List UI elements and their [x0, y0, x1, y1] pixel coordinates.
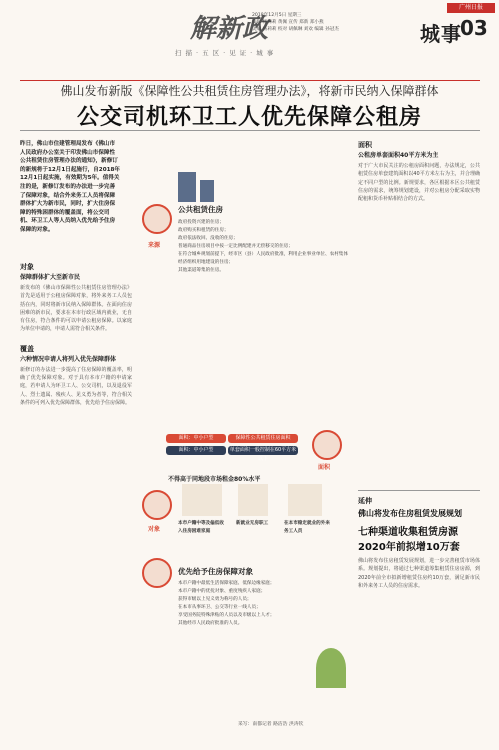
rent-limit: 不得高于同地段市场租金80%水平	[168, 476, 261, 483]
editors-line-2: 美编 杨莉莉 校对 胡佩琳 刘欢 编辑 孙冠杰	[252, 27, 339, 32]
area-bar: 面积：中小户型	[166, 446, 226, 455]
source-label: 来源	[148, 242, 161, 249]
section-head: 保障群体扩大至新市民	[20, 274, 81, 281]
section-kicker: 面积	[358, 141, 372, 149]
section-subhead: 佛山将发布住房租赁发展规划	[358, 509, 462, 518]
list-item: 在本市从事环卫、公交等行业一线人员；	[178, 605, 261, 610]
list-item: 本市户籍中的优抚对象、重度残疾人家庭；	[178, 589, 266, 594]
area-bar: 面积：中小户型	[166, 434, 226, 443]
target-item: 本市户籍中等及偏低收入住房困难家庭	[178, 521, 224, 534]
column-divider	[358, 490, 480, 491]
area-bar: 保障性公共租赁住房面积	[228, 434, 298, 443]
list-item: 其他经市人民政府批准的人员。	[178, 621, 243, 626]
section-body: 对于广大市民关注的公租房面积问题，办法规定，公共租赁住房单套建筑面积以40平方米左右为主，并合理确定不同户型的比例。新规要求，各区根据本区公共租赁住房的需求，统筹规划建设，并对公租房分配采取实物配租和货币补贴相结合的方式。	[358, 163, 480, 203]
list-item: 普通商品住房项目中按一定比例配建并无偿移交的住房；	[178, 244, 293, 249]
priority-title: 优先给予住房保障对象	[178, 567, 253, 576]
area-icon	[312, 430, 342, 460]
priority-list	[178, 580, 308, 628]
kicker-headline: 佛山发布新版《保障性公共租赁住房管理办法》，将新市民纳入保障群体	[60, 84, 439, 98]
section-kicker: 延伸	[358, 497, 372, 505]
migrant-icon	[288, 484, 322, 516]
masthead-info	[252, 12, 412, 33]
section-kicker: 对象	[20, 263, 34, 271]
list-item: 获得市级以上见义勇为称号的人员；	[178, 597, 252, 602]
list-item: 政府购买和租赁的住房；	[178, 228, 229, 233]
section-head: 七种渠道收集租赁房源2020年前拟增10万套	[358, 527, 460, 553]
source-list	[178, 204, 348, 275]
credit-line: 采写：南都记者 路洁浩 洪涛钦	[238, 722, 304, 727]
building-icon	[178, 172, 196, 202]
page-number: 03	[460, 16, 488, 40]
area-bar: 单套面积一般控制在60平方米以下	[229, 447, 297, 462]
lede-paragraph: 昨日，佛山市住建管理局发布《佛山市人民政府办公室关于印发佛山市保障性公共租赁住房管理办法的通知》，新修订的新规将于12月1日起施行，自2018年12月1日起实施，有效期为5年。值得关注的是，新修订发布的办法进一步完善了保障对象，结合外来务工人员将保障群体扩大为新市民，同时，扩大住房保障的特殊困群体的覆盖面，将公交司机、环卫工人等人员纳入优先给予住房保障的对象。	[20, 141, 120, 233]
target-item: 新就业无房职工	[236, 521, 269, 526]
date-line: 2018年12月5日 星期三	[252, 13, 302, 18]
column-subtitle: 扫描·五区·见证·城事	[175, 49, 278, 57]
section-head: 六种情况申请人将列入优先保障群体	[20, 355, 117, 363]
source-icon	[142, 204, 172, 234]
page-header	[0, 0, 499, 74]
right-column-2	[358, 496, 480, 590]
target-label: 对象	[148, 526, 161, 533]
section-kicker: 覆盖	[20, 344, 34, 353]
accent-rule	[20, 80, 480, 81]
section-head: 公租房单套面积40平方米为主	[358, 152, 439, 159]
newspaper-logo: 广州日报	[447, 3, 495, 13]
building-icon	[200, 180, 214, 202]
worker-icon	[238, 484, 268, 516]
family-icon	[182, 484, 222, 516]
right-column	[358, 140, 480, 203]
left-column	[20, 262, 132, 407]
section-body: 新修订的办法进一步提高了住房保障的覆盖率，明确了优先保障对象。对于具有本市户籍的申请家庭，若申请人为环卫工人、公交司机，以及退役军人、烈士遗属、残疾人、见义勇为者等，符合相关条件的可列入优先保障群体，优先给予住房保障。	[20, 366, 132, 406]
tree-icon	[316, 648, 346, 688]
column-brand: 解新政	[190, 14, 269, 44]
list-item: 政府依法收回、没收的住房；	[178, 236, 238, 241]
list-item: 在符合城乡规划前提下，经市区（县）人民政府批准，利用企业事业单位、农村集体经济组织用地建设的住房；	[178, 252, 348, 265]
area-label: 面积	[318, 464, 331, 471]
headline-divider	[20, 130, 480, 131]
priority-icon	[142, 558, 172, 588]
section-body: 新发布的《佛山市保障性公共租赁住房管理办法》首先是适用于公租房保障对象，将外来务工人员包括在内，同时将新市民纳入保障群体。在面向住房困难的新市民，要求在本市行政区域内就业，无自有住房，符合条件的可以申请公租房保障。以家庭为单位申请的，申请人需符合相关条件。	[20, 285, 132, 333]
list-item: 政府投资兴建的住房；	[178, 220, 224, 225]
target-icon	[142, 490, 172, 520]
target-item: 在本市稳定就业的外来务工人员	[284, 521, 330, 534]
section-body: 佛山将发布住房租赁发展规划，进一步完善租赁市场体系。规划提出，将通过七种渠道筹集租赁住房房源，到2020年前全市拟新增租赁住房约10万套，满足新市民和外来务工人员的住房需求。	[358, 558, 480, 589]
section-title: 城事	[420, 22, 462, 46]
main-headline: 公交司机环卫工人优先保障公租房	[76, 105, 422, 130]
editors-line: 编辑 杨莉莉 黄佩 宣传 郑新 郑小燕	[252, 20, 324, 25]
infographic	[138, 178, 352, 738]
info-title: 公共租赁住房	[178, 205, 223, 214]
source-items	[178, 219, 348, 275]
list-item: 本市户籍中最低生活保障家庭、低保边缘家庭；	[178, 581, 275, 586]
list-item: 享受国务院特殊津贴的人员以及市级以上人才；	[178, 613, 275, 618]
list-item: 其他渠道筹集的住房。	[178, 268, 224, 273]
